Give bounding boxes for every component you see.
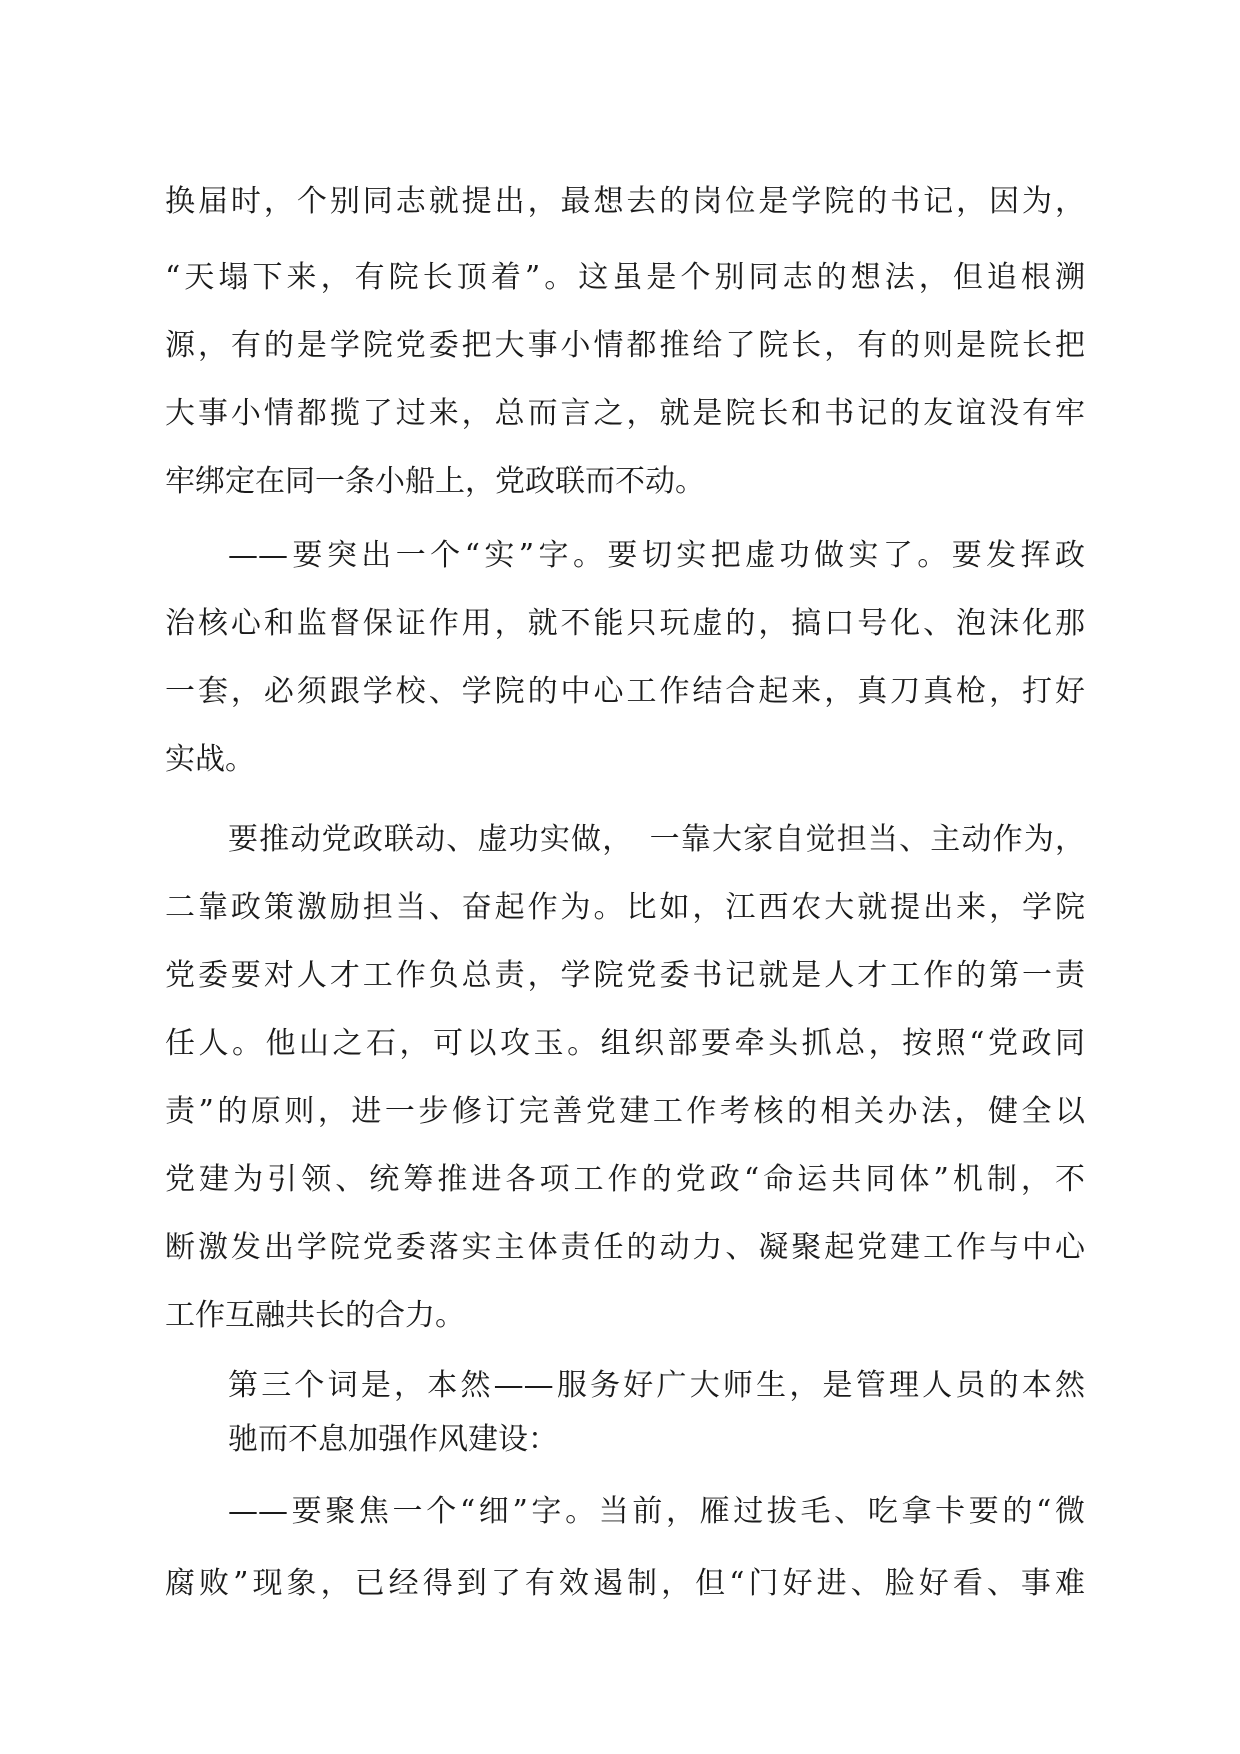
text-line: 换届时，个别同志就提出，最想去的岗位是学院的书记，因为，: [165, 184, 1085, 219]
text-line: 大事小情都揽了过来，总而言之，就是院长和书记的友谊没有牢: [165, 396, 1085, 431]
text-line: 牢绑定在同一条小船上，党政联而不动。: [165, 464, 705, 499]
text-line: 二靠政策激励担当、奋起作为。比如，江西农大就提出来，学院: [165, 890, 1085, 925]
text-line: 驰而不息加强作风建设：: [228, 1422, 558, 1457]
text-line: 实战。: [165, 742, 255, 777]
text-line: 要推动党政联动、虚功实做， 一靠大家自觉担当、主动作为，: [228, 822, 1085, 857]
text-line: 一套，必须跟学校、学院的中心工作结合起来，真刀真枪，打好: [165, 674, 1085, 709]
text-line: 任人。他山之石，可以攻玉。组织部要牵头抓总，按照“党政同: [165, 1026, 1085, 1061]
text-line: 责”的原则，进一步修订完善党建工作考核的相关办法，健全以: [165, 1094, 1085, 1129]
text-line: 腐败”现象，已经得到了有效遏制，但“门好进、脸好看、事难: [165, 1566, 1085, 1601]
text-line: “天塌下来，有院长顶着”。这虽是个别同志的想法，但追根溯: [165, 260, 1085, 295]
text-line: 党建为引领、统筹推进各项工作的党政“命运共同体”机制，不: [165, 1162, 1085, 1197]
text-line: ——要突出一个“实”字。要切实把虚功做实了。要发挥政: [228, 538, 1085, 573]
text-line: 第三个词是，本然——服务好广大师生，是管理人员的本然: [228, 1368, 1085, 1403]
text-line: 工作互融共长的合力。: [165, 1298, 465, 1333]
text-line: 断激发出学院党委落实主体责任的动力、凝聚起党建工作与中心: [165, 1230, 1085, 1265]
text-line: 党委要对人才工作负总责，学院党委书记就是人才工作的第一责: [165, 958, 1085, 993]
text-line: 源，有的是学院党委把大事小情都推给了院长，有的则是院长把: [165, 328, 1085, 363]
text-line: ——要聚焦一个“细”字。当前，雁过拔毛、吃拿卡要的“微: [228, 1494, 1085, 1529]
text-line: 治核心和监督保证作用，就不能只玩虚的，搞口号化、泡沫化那: [165, 606, 1085, 641]
